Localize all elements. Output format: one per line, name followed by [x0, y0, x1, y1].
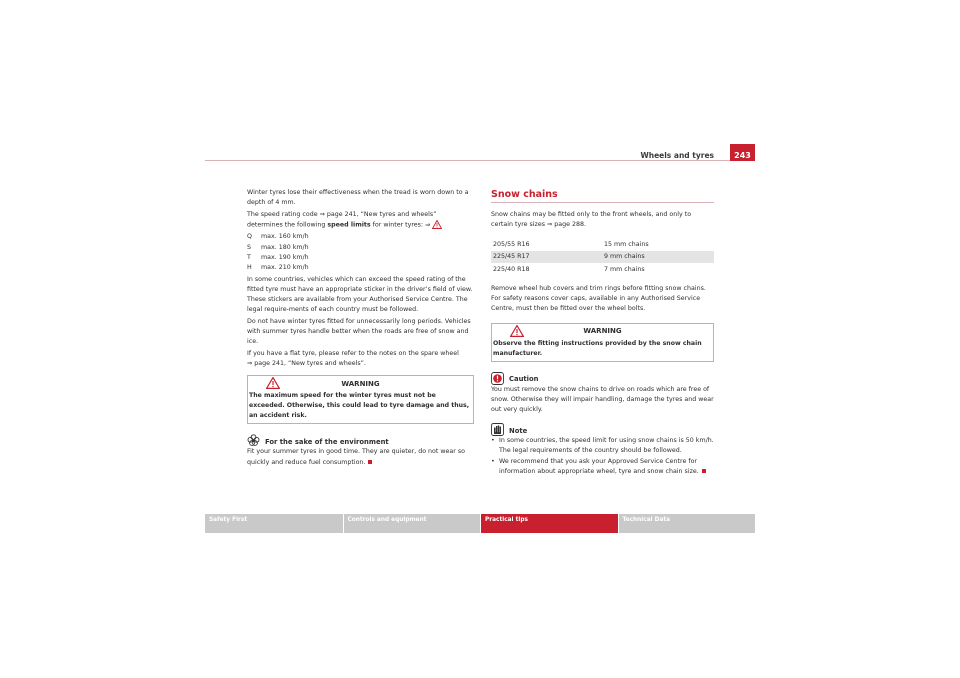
note-text: [499, 457, 714, 477]
caution-exclamation-icon: [491, 372, 504, 385]
section-end-mark: [702, 469, 706, 473]
paragraph: In some countries, vehicles which can exceed the speed rating of the fitted tyre must have an appropriate sticker in the driver’s field of view. These stickers are available from your Authorised Service Centre. The legal require-ments of each country must be followed.: [247, 275, 473, 314]
note-title: Note: [509, 426, 528, 435]
speed-rating-item: [247, 263, 474, 273]
text-run: determines the following: [247, 221, 328, 229]
warning-reference-link[interactable]: for winter tyres: ⇒: [370, 221, 431, 229]
rating-code: S: [247, 243, 251, 251]
chain-size-cell: 7 mm chains: [604, 265, 645, 273]
bold-text: speed limits: [327, 221, 371, 229]
chain-size-cell: 9 mm chains: [602, 251, 714, 264]
tab-safety-first[interactable]: Safety First: [205, 514, 343, 533]
right-column: [491, 210, 714, 477]
header-rule: [205, 160, 755, 161]
bullet-icon: •: [491, 437, 495, 445]
caution-header: [491, 370, 714, 385]
section-title: Wheels and tyres: [640, 151, 714, 160]
tab-technical-data[interactable]: Technical Data: [618, 514, 756, 533]
warning-header: [248, 376, 473, 391]
warning-box: [491, 323, 714, 362]
heading-rule: [491, 202, 714, 203]
warning-box: [247, 375, 474, 424]
tyre-size-cell: 205/55 R16: [493, 240, 530, 248]
rating-value: max. 210 km/h: [261, 263, 309, 271]
rating-code: H: [247, 263, 252, 271]
warning-triangle-icon: [432, 220, 442, 229]
warning-triangle-icon: [510, 325, 524, 337]
warning-triangle-icon: [266, 377, 280, 389]
rating-value: max. 190 km/h: [261, 253, 309, 261]
flower-environment-icon: [247, 434, 260, 447]
note-item: [491, 457, 714, 477]
rating-code: Q: [247, 233, 252, 241]
warning-text: The maximum speed for the winter tyres must not be exceeded. Otherwise, this could lead to tyre damage and thus, an accident risk.: [249, 392, 470, 420]
page-reference-link[interactable]: ⇒ page 241, “New tyres and wheels”: [319, 210, 437, 218]
page-number-badge: 243: [730, 144, 755, 161]
warning-title: WARNING: [583, 326, 622, 335]
environment-text: [247, 447, 474, 467]
tyre-size-cell: 225/45 R17: [491, 251, 602, 264]
rating-value: max. 180 km/h: [261, 243, 309, 251]
caution-text: You must remove the snow chains to drive on roads which are free of snow. Otherwise they will impair handling, damage the tyres and wear out very quickly.: [491, 385, 714, 413]
paragraph: [247, 210, 474, 231]
page-reference-link[interactable]: ⇒ page 288.: [547, 221, 587, 229]
snow-chain-table: [491, 238, 714, 276]
table-row: [491, 251, 714, 264]
table-row: [491, 238, 714, 251]
warning-text: Observe the fitting instructions provided by the snow chain manufacturer.: [493, 339, 702, 357]
text-run: The speed rating code: [247, 210, 320, 218]
section-end-mark: [368, 460, 372, 464]
tab-practical-tips[interactable]: Practical tips: [480, 514, 618, 533]
environment-title: For the sake of the environment: [265, 438, 389, 447]
text-run: We recommend that you ask your Approved Service Centre for information about appropriate wheel, tyre and snow chain size.: [499, 457, 699, 475]
note-item: [491, 436, 714, 456]
warning-header: [492, 324, 713, 339]
table-row: [491, 263, 714, 276]
paragraph: [491, 210, 714, 230]
paragraph: Winter tyres lose their effectiveness when the tread is worn down to a depth of 4 mm.: [247, 189, 469, 207]
speed-rating-item: [247, 253, 474, 263]
tyre-size-cell: 225/40 R18: [493, 265, 530, 273]
text-run: Fit your summer tyres in good time. They are quieter, do not wear so quickly and reduce fuel consumption.: [247, 448, 465, 466]
paragraph: Do not have winter tyres fitted for unnecessarily long periods. Vehicles with summer tyres handle better when the roads are free of snow and ice.: [247, 317, 471, 346]
note-text: In some countries, the speed limit for using snow chains is 50 km/h. The legal requirements of the country should be followed.: [499, 437, 714, 455]
chain-size-cell: 15 mm chains: [604, 240, 649, 248]
environment-header: [247, 432, 474, 447]
rating-code: T: [247, 253, 251, 261]
footer-nav: [205, 514, 755, 533]
caution-title: Caution: [509, 375, 539, 384]
speed-rating-item: [247, 232, 474, 242]
rating-value: max. 160 km/h: [261, 233, 309, 241]
paragraph: [247, 349, 474, 369]
page-reference-link[interactable]: ⇒ page 241, “New tyres and wheels”.: [247, 360, 366, 368]
left-column: [247, 188, 474, 469]
speed-rating-list: [247, 232, 474, 273]
text-run: If you have a flat tyre, please refer to the notes on the spare wheel: [247, 350, 459, 358]
speed-rating-item: [247, 243, 474, 253]
warning-title: WARNING: [341, 379, 380, 388]
note-header: [491, 421, 714, 436]
tab-controls-and-equipment[interactable]: Controls and equipment: [343, 514, 481, 533]
paragraph: Remove wheel hub covers and trim rings before fitting snow chains. For safety reasons cover caps, available in any Authorised Service Centre, must then be fitted over the wheel bolts.: [491, 284, 706, 313]
note-hand-icon: [491, 423, 504, 436]
bullet-icon: •: [491, 457, 495, 465]
section-heading: Snow chains: [491, 189, 558, 200]
text-run: Snow chains may be fitted only to the front wheels, and only to certain tyre sizes: [491, 211, 692, 229]
